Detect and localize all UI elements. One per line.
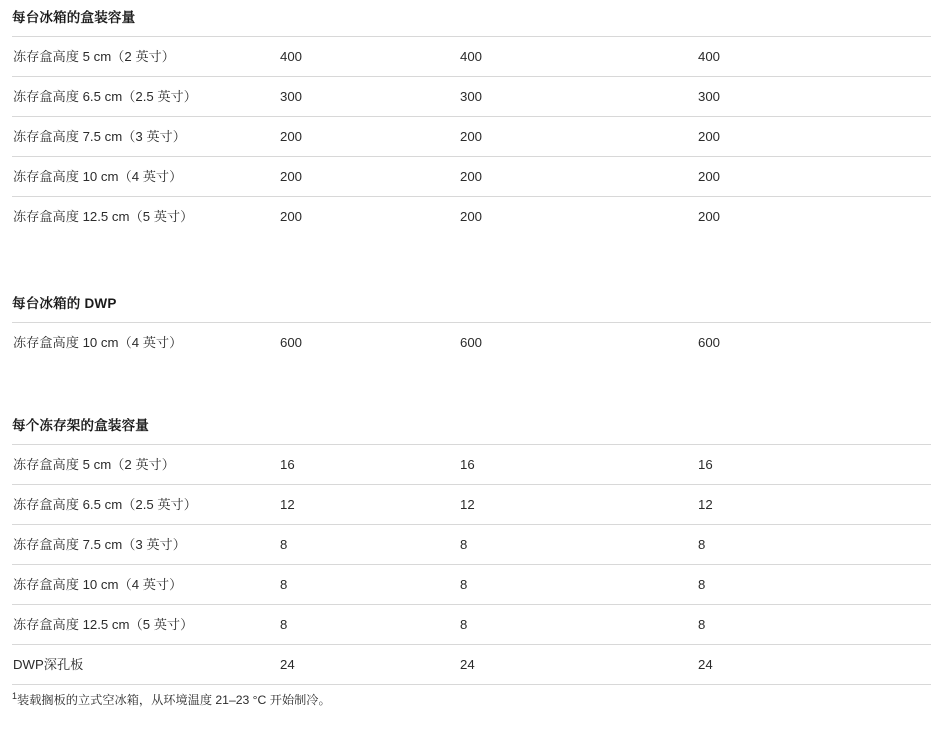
row-value-3: 16 <box>698 445 931 485</box>
row-value-3: 200 <box>698 197 931 237</box>
table-row <box>12 77 931 117</box>
footnote <box>12 685 931 708</box>
table-row <box>12 157 931 197</box>
row-value-2: 200 <box>460 157 698 197</box>
row-label: 冻存盒高度 6.5 cm（2.5 英寸） <box>12 77 280 117</box>
row-value-2: 8 <box>460 565 698 605</box>
row-label: DWP深孔板 <box>12 645 280 685</box>
row-value-1: 200 <box>280 157 460 197</box>
row-value-3: 400 <box>698 37 931 77</box>
table-row <box>12 117 931 157</box>
table-row <box>12 525 931 565</box>
spec-table <box>12 444 931 685</box>
row-value-2: 600 <box>460 323 698 363</box>
row-value-2: 8 <box>460 525 698 565</box>
row-value-1: 300 <box>280 77 460 117</box>
row-value-2: 200 <box>460 117 698 157</box>
row-value-3: 8 <box>698 525 931 565</box>
row-label: 冻存盒高度 12.5 cm（5 英寸） <box>12 197 280 237</box>
row-value-3: 8 <box>698 605 931 645</box>
table-row <box>12 197 931 237</box>
spec-table <box>12 322 931 362</box>
footnote-marker: 1 <box>12 690 18 701</box>
row-value-1: 600 <box>280 323 460 363</box>
row-value-3: 600 <box>698 323 931 363</box>
footnote-text: 装载搁板的立式空冰箱，从环境温度 21–23 °C 开始制冷。 <box>17 693 331 707</box>
section-spacer <box>12 236 931 292</box>
row-label: 冻存盒高度 7.5 cm（3 英寸） <box>12 117 280 157</box>
row-value-1: 200 <box>280 117 460 157</box>
row-value-2: 300 <box>460 77 698 117</box>
row-value-1: 8 <box>280 605 460 645</box>
row-label: 冻存盒高度 12.5 cm（5 英寸） <box>12 605 280 645</box>
table-row <box>12 605 931 645</box>
row-value-3: 200 <box>698 117 931 157</box>
row-label: 冻存盒高度 10 cm（4 英寸） <box>12 323 280 363</box>
section-title: 每台冰箱的 DWP <box>12 296 117 311</box>
row-value-3: 300 <box>698 77 931 117</box>
row-value-1: 400 <box>280 37 460 77</box>
row-value-2: 8 <box>460 605 698 645</box>
table-row <box>12 485 931 525</box>
row-value-2: 24 <box>460 645 698 685</box>
table-row <box>12 37 931 77</box>
row-value-2: 400 <box>460 37 698 77</box>
row-value-2: 12 <box>460 485 698 525</box>
row-label: 冻存盒高度 5 cm（2 英寸） <box>12 445 280 485</box>
section-dwp-per-freezer <box>12 292 931 362</box>
section-title: 每台冰箱的盒装容量 <box>12 10 136 25</box>
row-label: 冻存盒高度 6.5 cm（2.5 英寸） <box>12 485 280 525</box>
row-value-3: 12 <box>698 485 931 525</box>
row-value-1: 8 <box>280 565 460 605</box>
row-value-3: 8 <box>698 565 931 605</box>
section-box-capacity-per-freezer <box>12 6 931 236</box>
row-value-1: 200 <box>280 197 460 237</box>
row-label: 冻存盒高度 7.5 cm（3 英寸） <box>12 525 280 565</box>
row-value-3: 24 <box>698 645 931 685</box>
row-label: 冻存盒高度 5 cm（2 英寸） <box>12 37 280 77</box>
row-label: 冻存盒高度 10 cm（4 英寸） <box>12 157 280 197</box>
table-row <box>12 645 931 685</box>
table-row <box>12 323 931 363</box>
row-label: 冻存盒高度 10 cm（4 英寸） <box>12 565 280 605</box>
spec-table <box>12 36 931 236</box>
row-value-3: 200 <box>698 157 931 197</box>
row-value-1: 16 <box>280 445 460 485</box>
section-title: 每个冻存架的盒装容量 <box>12 418 149 433</box>
row-value-1: 24 <box>280 645 460 685</box>
section-spacer <box>12 362 931 414</box>
section-box-capacity-per-rack <box>12 414 931 685</box>
table-row <box>12 445 931 485</box>
row-value-2: 16 <box>460 445 698 485</box>
row-value-1: 8 <box>280 525 460 565</box>
row-value-1: 12 <box>280 485 460 525</box>
row-value-2: 200 <box>460 197 698 237</box>
table-row <box>12 565 931 605</box>
